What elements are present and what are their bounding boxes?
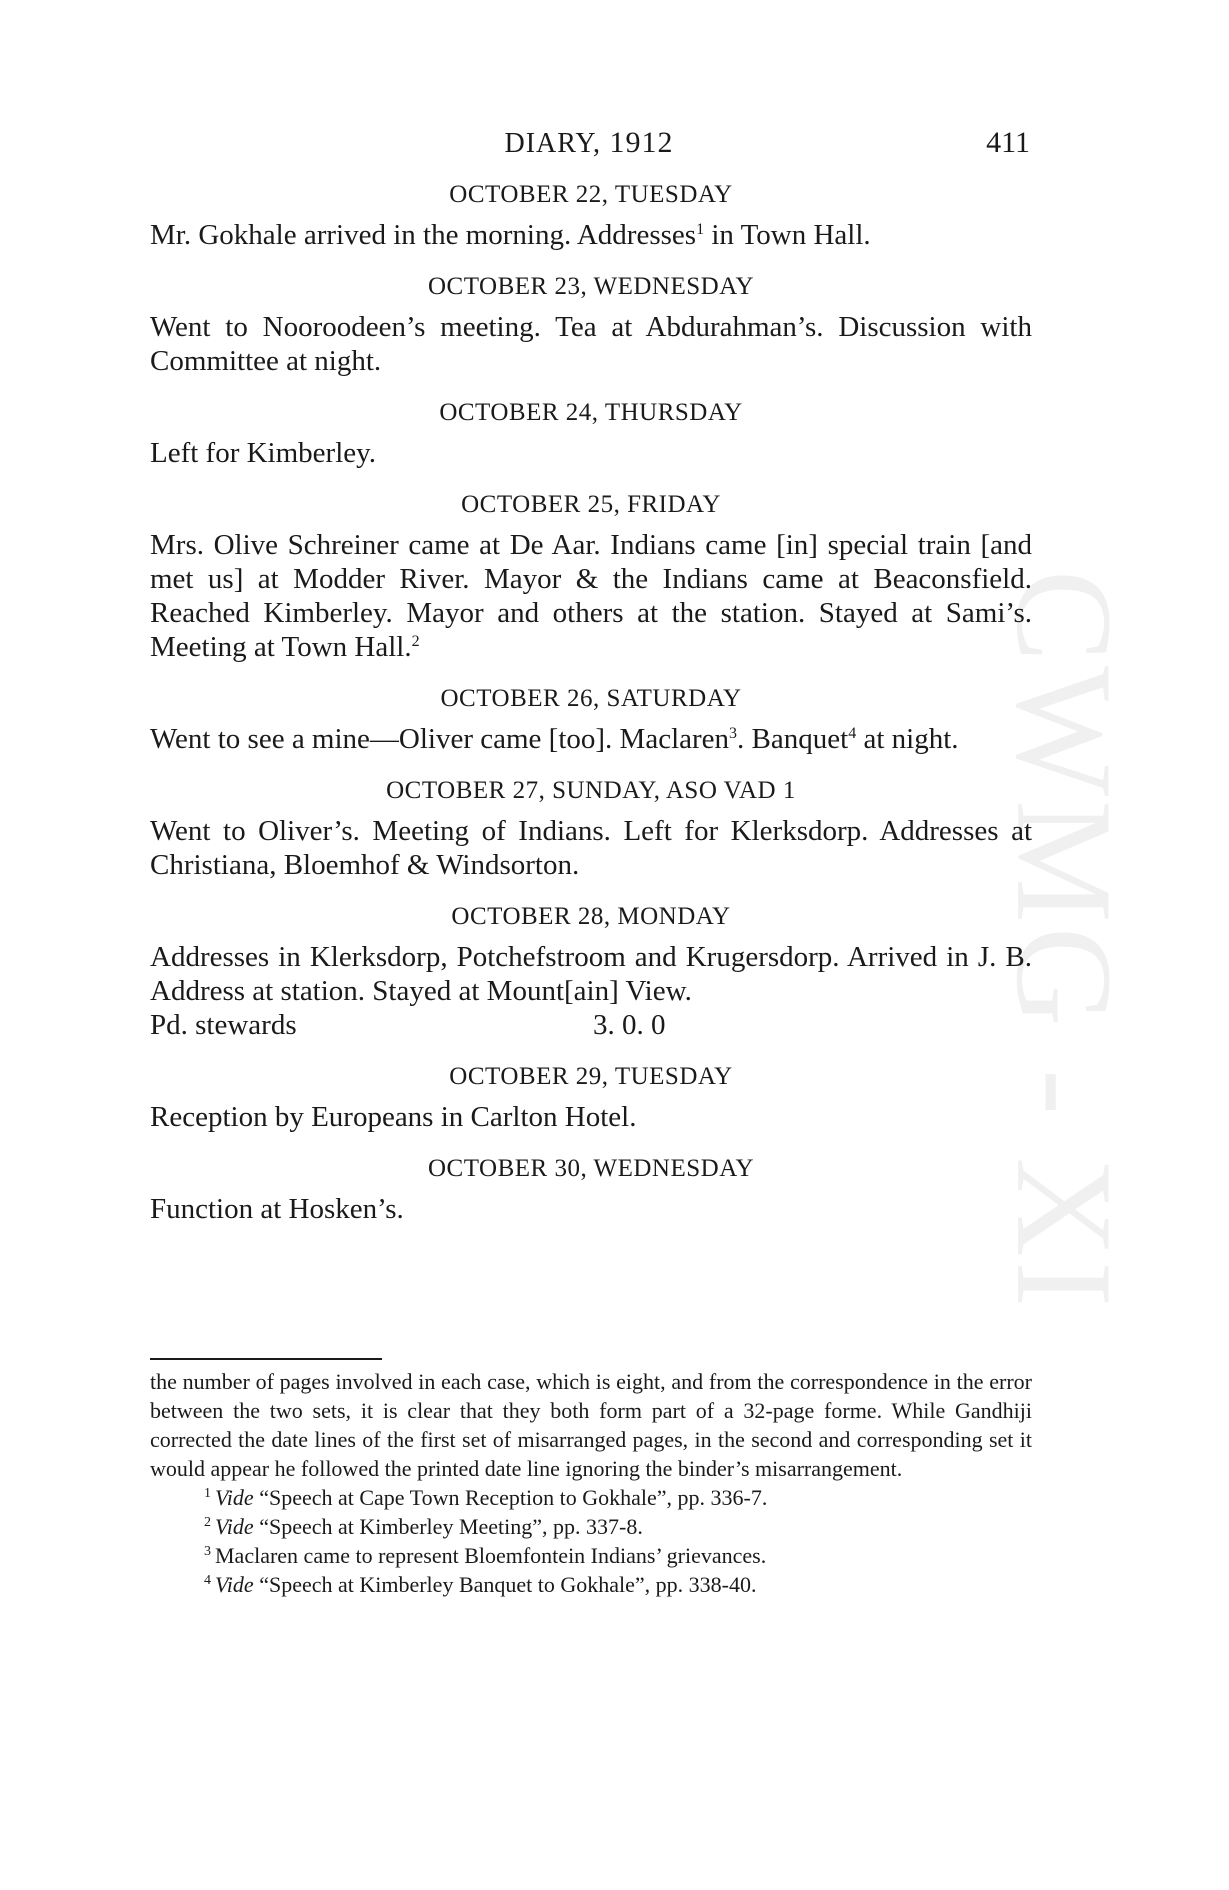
diary-entry bbox=[150, 1060, 1032, 1134]
entry-text: Went to Nooroodeen’s meeting. Tea at Abdurahman’s. Discussion with Committee at night. bbox=[150, 311, 1032, 377]
entry-date: OCTOBER 26, SATURDAY bbox=[440, 685, 742, 712]
footnote-number: 1 bbox=[204, 1486, 211, 1501]
diary-entry bbox=[150, 774, 1032, 882]
footnote bbox=[150, 1483, 1032, 1512]
diary-entry bbox=[150, 682, 1032, 756]
footnotes bbox=[150, 1367, 1032, 1599]
entry-date: OCTOBER 30, WEDNESDAY bbox=[427, 1155, 755, 1182]
footnote-text: “Speech at Kimberley Banquet to Gokhale”, pp. 338-40. bbox=[253, 1572, 757, 1597]
account-label: Pd. stewards bbox=[150, 1009, 297, 1041]
footnote-number: 4 bbox=[204, 1573, 211, 1588]
entry-date: OCTOBER 23, WEDNESDAY bbox=[427, 273, 755, 300]
diary-entries bbox=[150, 178, 1032, 1226]
entry-text bbox=[150, 218, 1032, 252]
running-head bbox=[148, 126, 1030, 166]
entry-text bbox=[150, 528, 1032, 664]
footnote-ref: 1 bbox=[696, 221, 705, 238]
entry-text: Addresses in Klerksdorp, Potchefstroom and Krugersdorp. Arrived in J. B. Address at station. Stayed at Mount[ain] View. bbox=[150, 941, 1032, 1007]
entry-text: Left for Kimberley. bbox=[150, 437, 376, 469]
footnote-ref: 3 bbox=[729, 725, 738, 742]
footnote-text: Maclaren came to represent Bloemfontein Indians’ grievances. bbox=[215, 1543, 767, 1568]
entry-text-part: at night. bbox=[856, 723, 959, 755]
entry-text: Reception by Europeans in Carlton Hotel. bbox=[150, 1101, 637, 1133]
entry-date: OCTOBER 27, SUNDAY, ASO VAD 1 bbox=[386, 777, 796, 804]
footnote-number: 2 bbox=[204, 1515, 211, 1530]
account-line bbox=[150, 1008, 1032, 1042]
footnote-rule bbox=[150, 1358, 382, 1360]
running-title-label: DIARY, bbox=[504, 128, 601, 159]
entry-date: OCTOBER 29, TUESDAY bbox=[449, 1063, 733, 1090]
footnote bbox=[150, 1541, 1032, 1570]
footnote-vide: Vide bbox=[215, 1514, 254, 1539]
footnote bbox=[150, 1570, 1032, 1599]
entry-text: Function at Hosken’s. bbox=[150, 1193, 404, 1225]
footnote-vide: Vide bbox=[215, 1485, 254, 1510]
entry-date: OCTOBER 24, THURSDAY bbox=[439, 399, 743, 426]
diary-entry bbox=[150, 900, 1032, 1042]
entry-text bbox=[150, 722, 1032, 756]
footnote-number: 3 bbox=[204, 1544, 211, 1559]
footnote-vide: Vide bbox=[215, 1572, 254, 1597]
diary-entry bbox=[150, 1152, 1032, 1226]
diary-entry bbox=[150, 178, 1032, 252]
diary-entry bbox=[150, 488, 1032, 664]
footnote-continuation: the number of pages involved in each case, which is eight, and from the correspondence in the error between the two sets, it is clear that they both form part of a 32-page forme. While Gandhiji corrected the date lines of the first set of misarranged pages, in the second and corresponding set it would appear he followed the printed date line ignoring the binder’s misarrangement. bbox=[150, 1369, 1032, 1481]
footnote-ref: 4 bbox=[848, 725, 857, 742]
diary-entry bbox=[150, 396, 1032, 470]
entry-date: OCTOBER 22, TUESDAY bbox=[449, 181, 733, 208]
entry-text-part: Went to see a mine—Oliver came [too]. Maclaren bbox=[150, 723, 730, 755]
footnote-text: “Speech at Kimberley Meeting”, pp. 337-8. bbox=[253, 1514, 643, 1539]
entry-date: OCTOBER 25, FRIDAY bbox=[461, 491, 721, 518]
running-title bbox=[148, 126, 1030, 160]
footnote-ref: 2 bbox=[411, 633, 420, 650]
entry-text-part: . Banquet bbox=[737, 723, 849, 755]
running-title-year: 1912 bbox=[609, 126, 674, 159]
footnote-text: “Speech at Cape Town Reception to Gokhale”, pp. 336-7. bbox=[253, 1485, 768, 1510]
entry-text-part: Mr. Gokhale arrived in the morning. Addresses bbox=[150, 219, 697, 251]
account-amount: 3. 0. 0 bbox=[593, 1009, 666, 1041]
entry-text-part: Mrs. Olive Schreiner came at De Aar. Indians came [in] special train [and met us] at Modder River. Mayor & the Indians came at Beaconsfield. Reached Kimberley. Mayor and others at the station. Stayed at Sami’s. Meeting at Town Hall. bbox=[150, 529, 1032, 663]
entry-text: Went to Oliver’s. Meeting of Indians. Left for Klerksdorp. Addresses at Christiana, Bloemhof & Windsorton. bbox=[150, 815, 1032, 881]
diary-entry bbox=[150, 270, 1032, 378]
watermark-text: CWMG - XI bbox=[988, 569, 1142, 1311]
page-number: 411 bbox=[986, 126, 1030, 159]
entry-date: OCTOBER 28, MONDAY bbox=[451, 903, 731, 930]
entry-text-part: in Town Hall. bbox=[704, 219, 871, 251]
footnote bbox=[150, 1512, 1032, 1541]
